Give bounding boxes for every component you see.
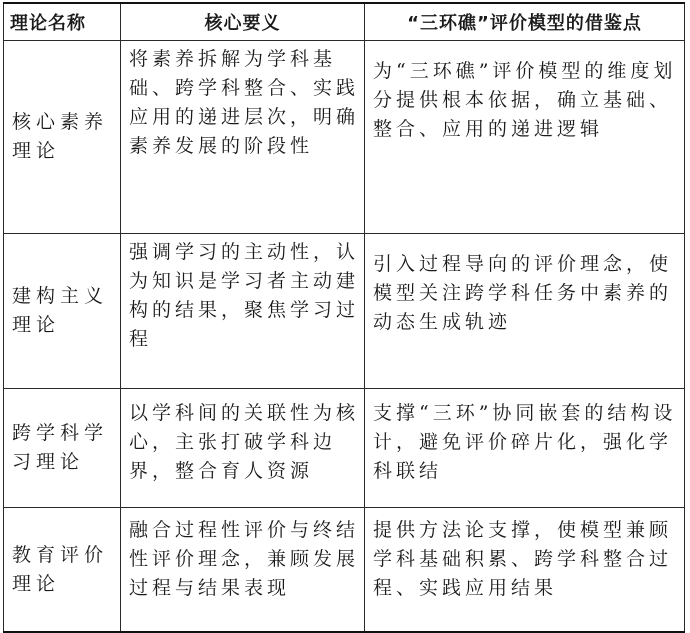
header-reference-point: “三环礁”评价模型的借鉴点	[365, 3, 685, 41]
core-meaning-cell: 强调学习的主动性，认为知识是学习者主动建构的结果，聚焦学习过程	[121, 234, 365, 389]
table-row	[4, 508, 685, 633]
table-row	[4, 389, 685, 508]
header-core-meaning: 核心要义	[121, 3, 365, 41]
core-meaning-cell: 以学科间的关联性为核心，主张打破学科边界，整合育人资源	[121, 389, 365, 508]
table-row	[4, 41, 685, 234]
theory-name-cell: 核心素养理论	[4, 41, 121, 234]
theory-name-cell: 教育评价理论	[4, 508, 121, 633]
table-header-row	[4, 3, 685, 41]
theory-name-cell: 建构主义理论	[4, 234, 121, 389]
header-theory-name: 理论名称	[4, 3, 121, 41]
reference-point-cell: 提供方法论支撑，使模型兼顾学科基础积累、跨学科整合过程、实践应用结果	[365, 508, 685, 633]
reference-point-cell: 为“三环礁”评价模型的维度划分提供根本依据，确立基础、整合、应用的递进逻辑	[365, 41, 685, 234]
core-meaning-cell: 将素养拆解为学科基础、跨学科整合、实践应用的递进层次，明确素养发展的阶段性	[121, 41, 365, 234]
table-row	[4, 234, 685, 389]
reference-point-cell: 引入过程导向的评价理念，使模型关注跨学科任务中素养的动态生成轨迹	[365, 234, 685, 389]
theory-table	[3, 2, 685, 633]
theory-name-cell: 跨学科学习理论	[4, 389, 121, 508]
reference-point-cell: 支撑“三环”协同嵌套的结构设计，避免评价碎片化，强化学科联结	[365, 389, 685, 508]
core-meaning-cell: 融合过程性评价与终结性评价理念，兼顾发展过程与结果表现	[121, 508, 365, 633]
